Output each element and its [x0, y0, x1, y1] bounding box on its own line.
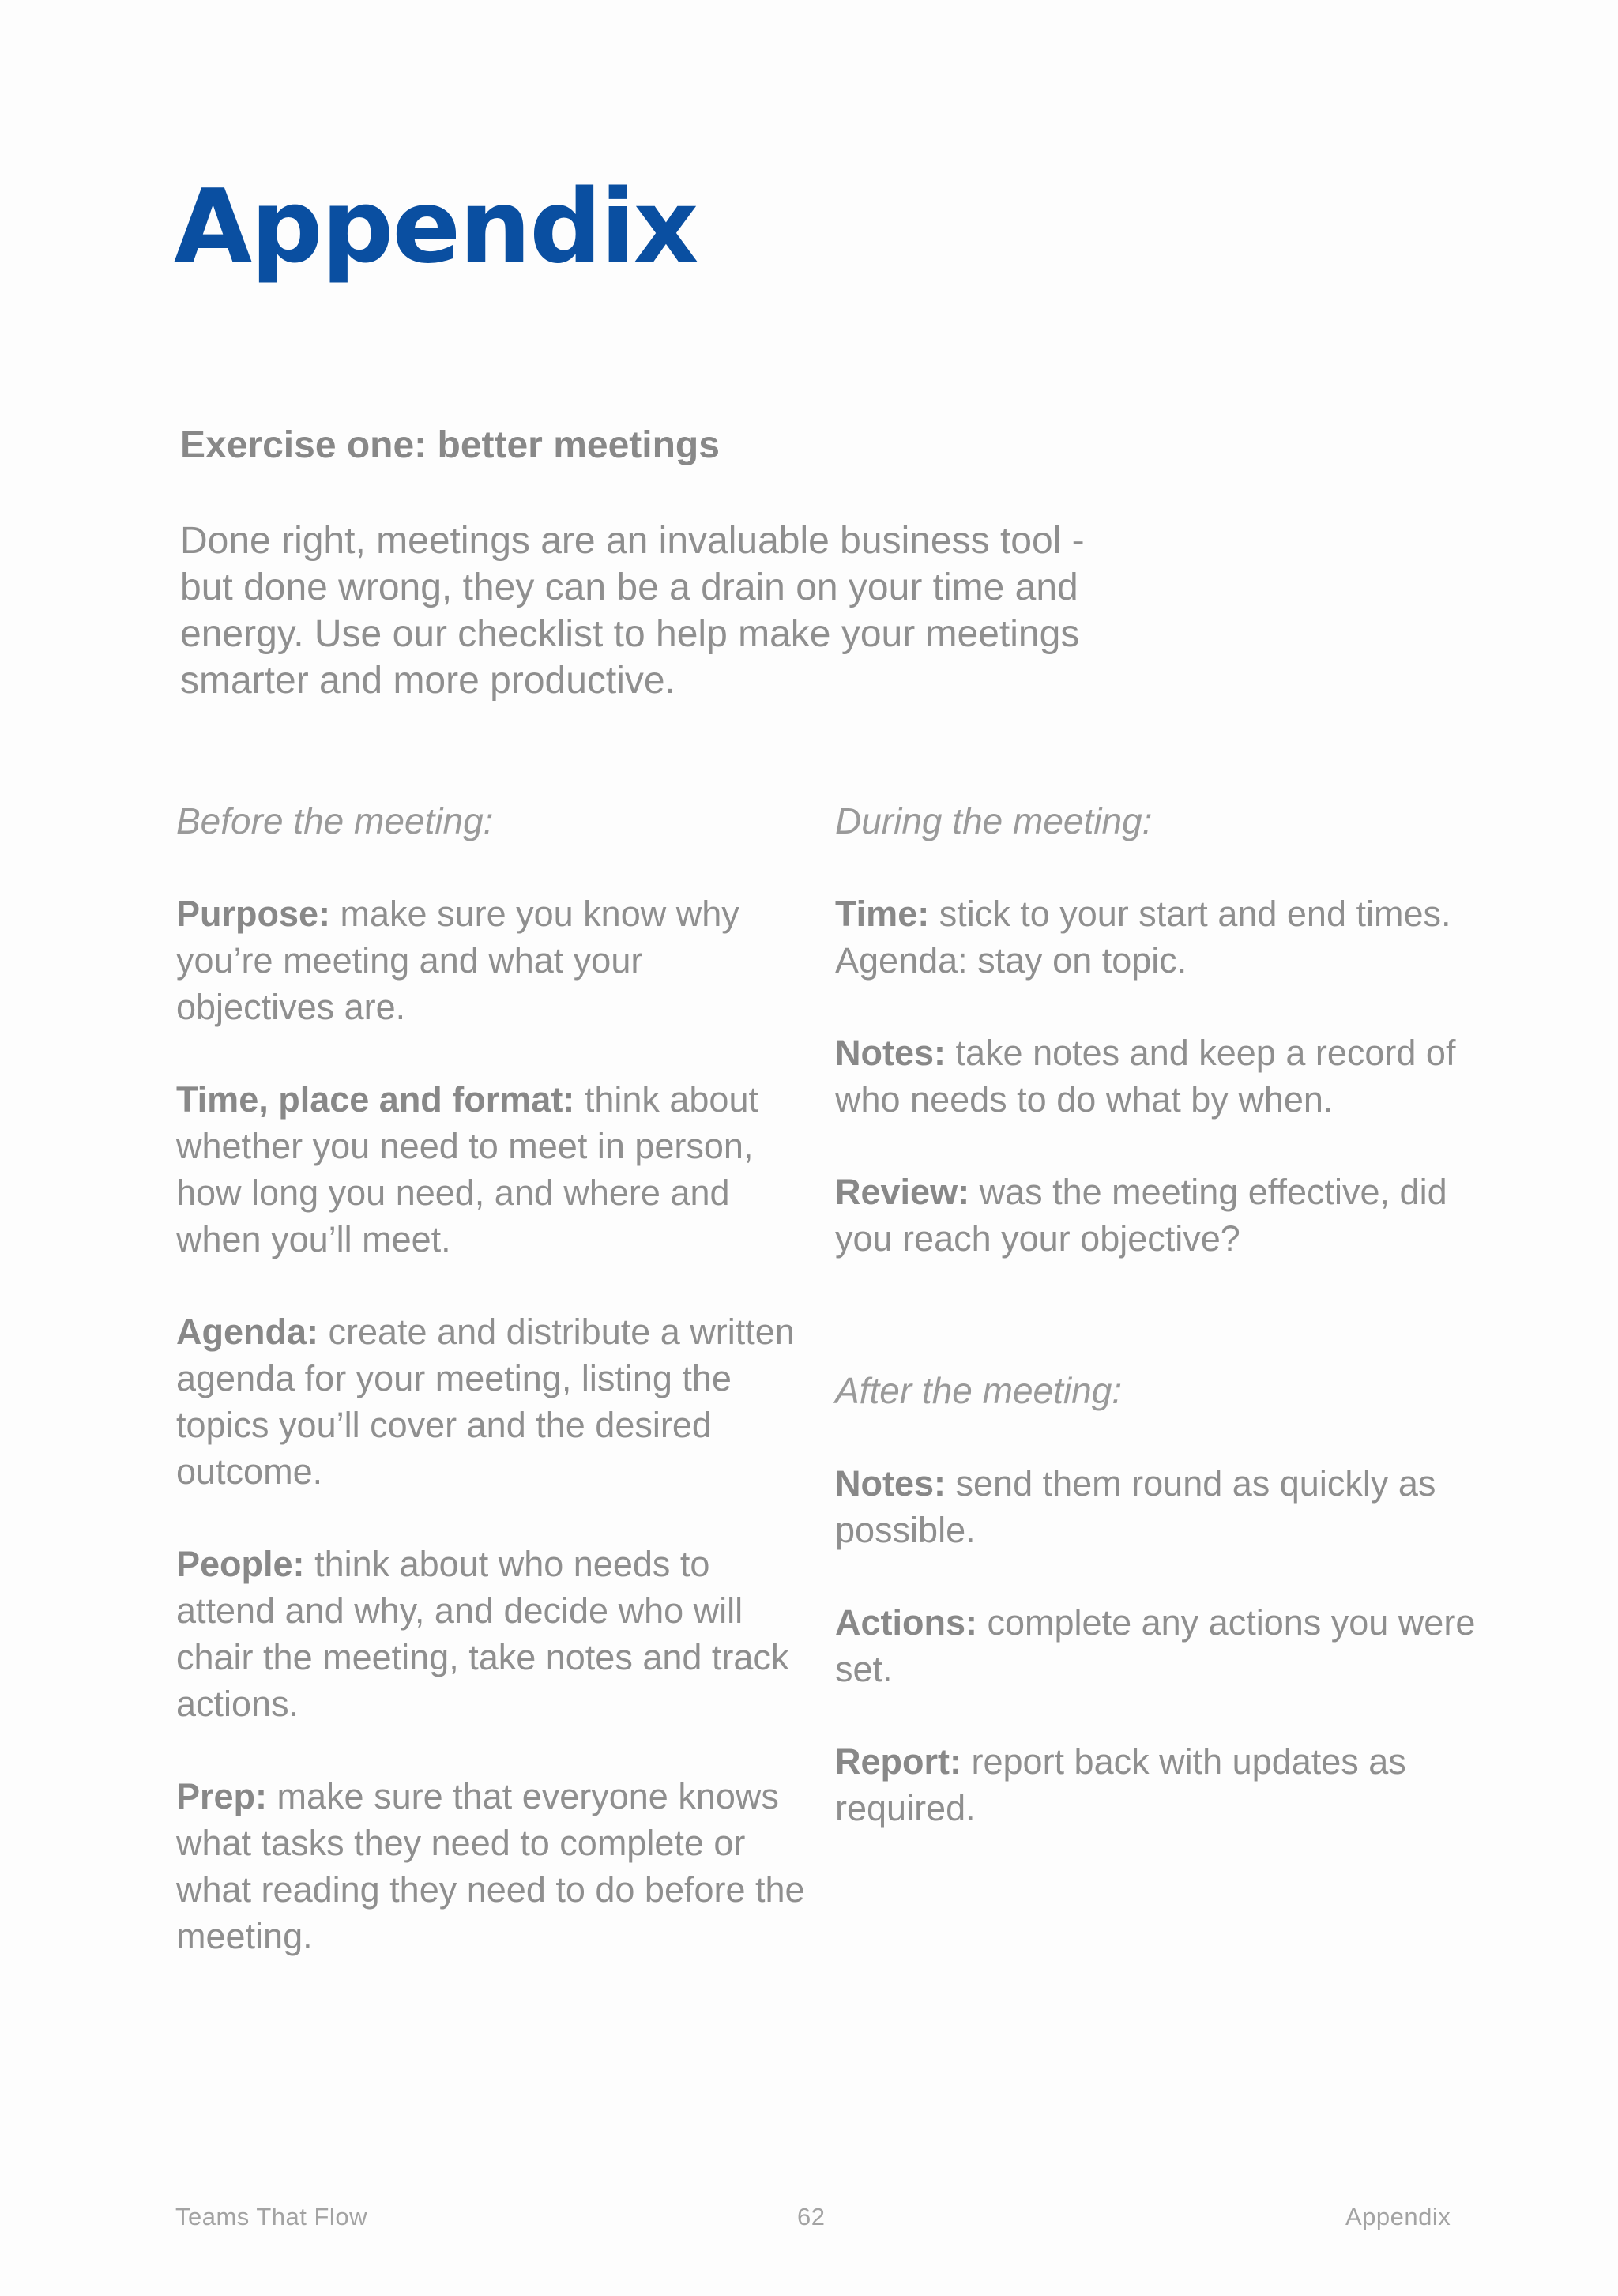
- item-label: Purpose:: [176, 894, 331, 934]
- item-label: Report:: [835, 1741, 961, 1782]
- before-meeting-column: [176, 798, 808, 2005]
- item-text: make sure that everyone knows what tasks they need to complete or what reading they need to do before the meeting.: [176, 1776, 805, 1956]
- checklist-item-after-notes: [835, 1460, 1483, 1553]
- item-label: People:: [176, 1544, 305, 1584]
- item-text: think about whether you need to meet in person, how long you need, and where and when you’ll meet.: [176, 1079, 758, 1259]
- item-text: make sure you know why you’re meeting and what your objectives are.: [176, 894, 739, 1027]
- section-heading: Exercise one: better meetings: [180, 424, 720, 466]
- checklist-item-review: [835, 1169, 1483, 1262]
- item-text: report back with updates as required.: [835, 1741, 1406, 1828]
- footer-document-title: Teams That Flow: [175, 2203, 367, 2230]
- checklist-item-time-place-format: [176, 1076, 808, 1263]
- item-label: Time:: [835, 894, 930, 934]
- item-label: Agenda:: [176, 1312, 318, 1352]
- checklist-item-actions: [835, 1599, 1483, 1692]
- footer-page-number: 62: [797, 2203, 826, 2230]
- item-label: Notes:: [835, 1463, 946, 1504]
- page-title: Appendix: [174, 168, 698, 286]
- item-text: take notes and keep a record of who needs to do what by when.: [835, 1033, 1456, 1120]
- checklist-item-time: [835, 890, 1483, 984]
- checklist-item-agenda: [176, 1308, 808, 1495]
- checklist-item-purpose: [176, 890, 808, 1030]
- item-text: was the meeting effective, did you reach your objective?: [835, 1172, 1447, 1259]
- item-label: Actions:: [835, 1602, 977, 1643]
- before-meeting-heading: Before the meeting:: [176, 800, 494, 841]
- after-meeting-heading: After the meeting:: [835, 1370, 1123, 1411]
- item-text: send them round as quickly as possible.: [835, 1463, 1436, 1550]
- item-label: Review:: [835, 1172, 970, 1212]
- checklist-item-people: [176, 1541, 808, 1727]
- checklist-item-notes: [835, 1029, 1483, 1123]
- item-text: think about who needs to attend and why, and decide who will chair the meeting, take notes and track actions.: [176, 1544, 789, 1724]
- item-text: stick to your start and end times.: [939, 894, 1451, 934]
- checklist-item-prep: [176, 1773, 808, 1959]
- footer-section-name: Appendix: [1345, 2203, 1451, 2230]
- intro-paragraph: Done right, meetings are an invaluable business tool - but done wrong, they can be a drain on your time and energy. Use our checklist to help make your meetings smarter and more productive.: [180, 520, 1085, 702]
- during-meeting-heading: During the meeting:: [835, 800, 1153, 841]
- item-text: create and distribute a written agenda for your meeting, listing the topics you’ll cover and the desired outcome.: [176, 1312, 795, 1492]
- during-after-meeting-column: [835, 798, 1483, 1877]
- item-label: Prep:: [176, 1776, 268, 1816]
- item-text: complete any actions you were set.: [835, 1602, 1476, 1689]
- item-label: Notes:: [835, 1033, 946, 1073]
- item-extra-text: Agenda: stay on topic.: [835, 940, 1187, 981]
- item-label: Time, place and format:: [176, 1079, 575, 1120]
- checklist-item-report: [835, 1738, 1483, 1831]
